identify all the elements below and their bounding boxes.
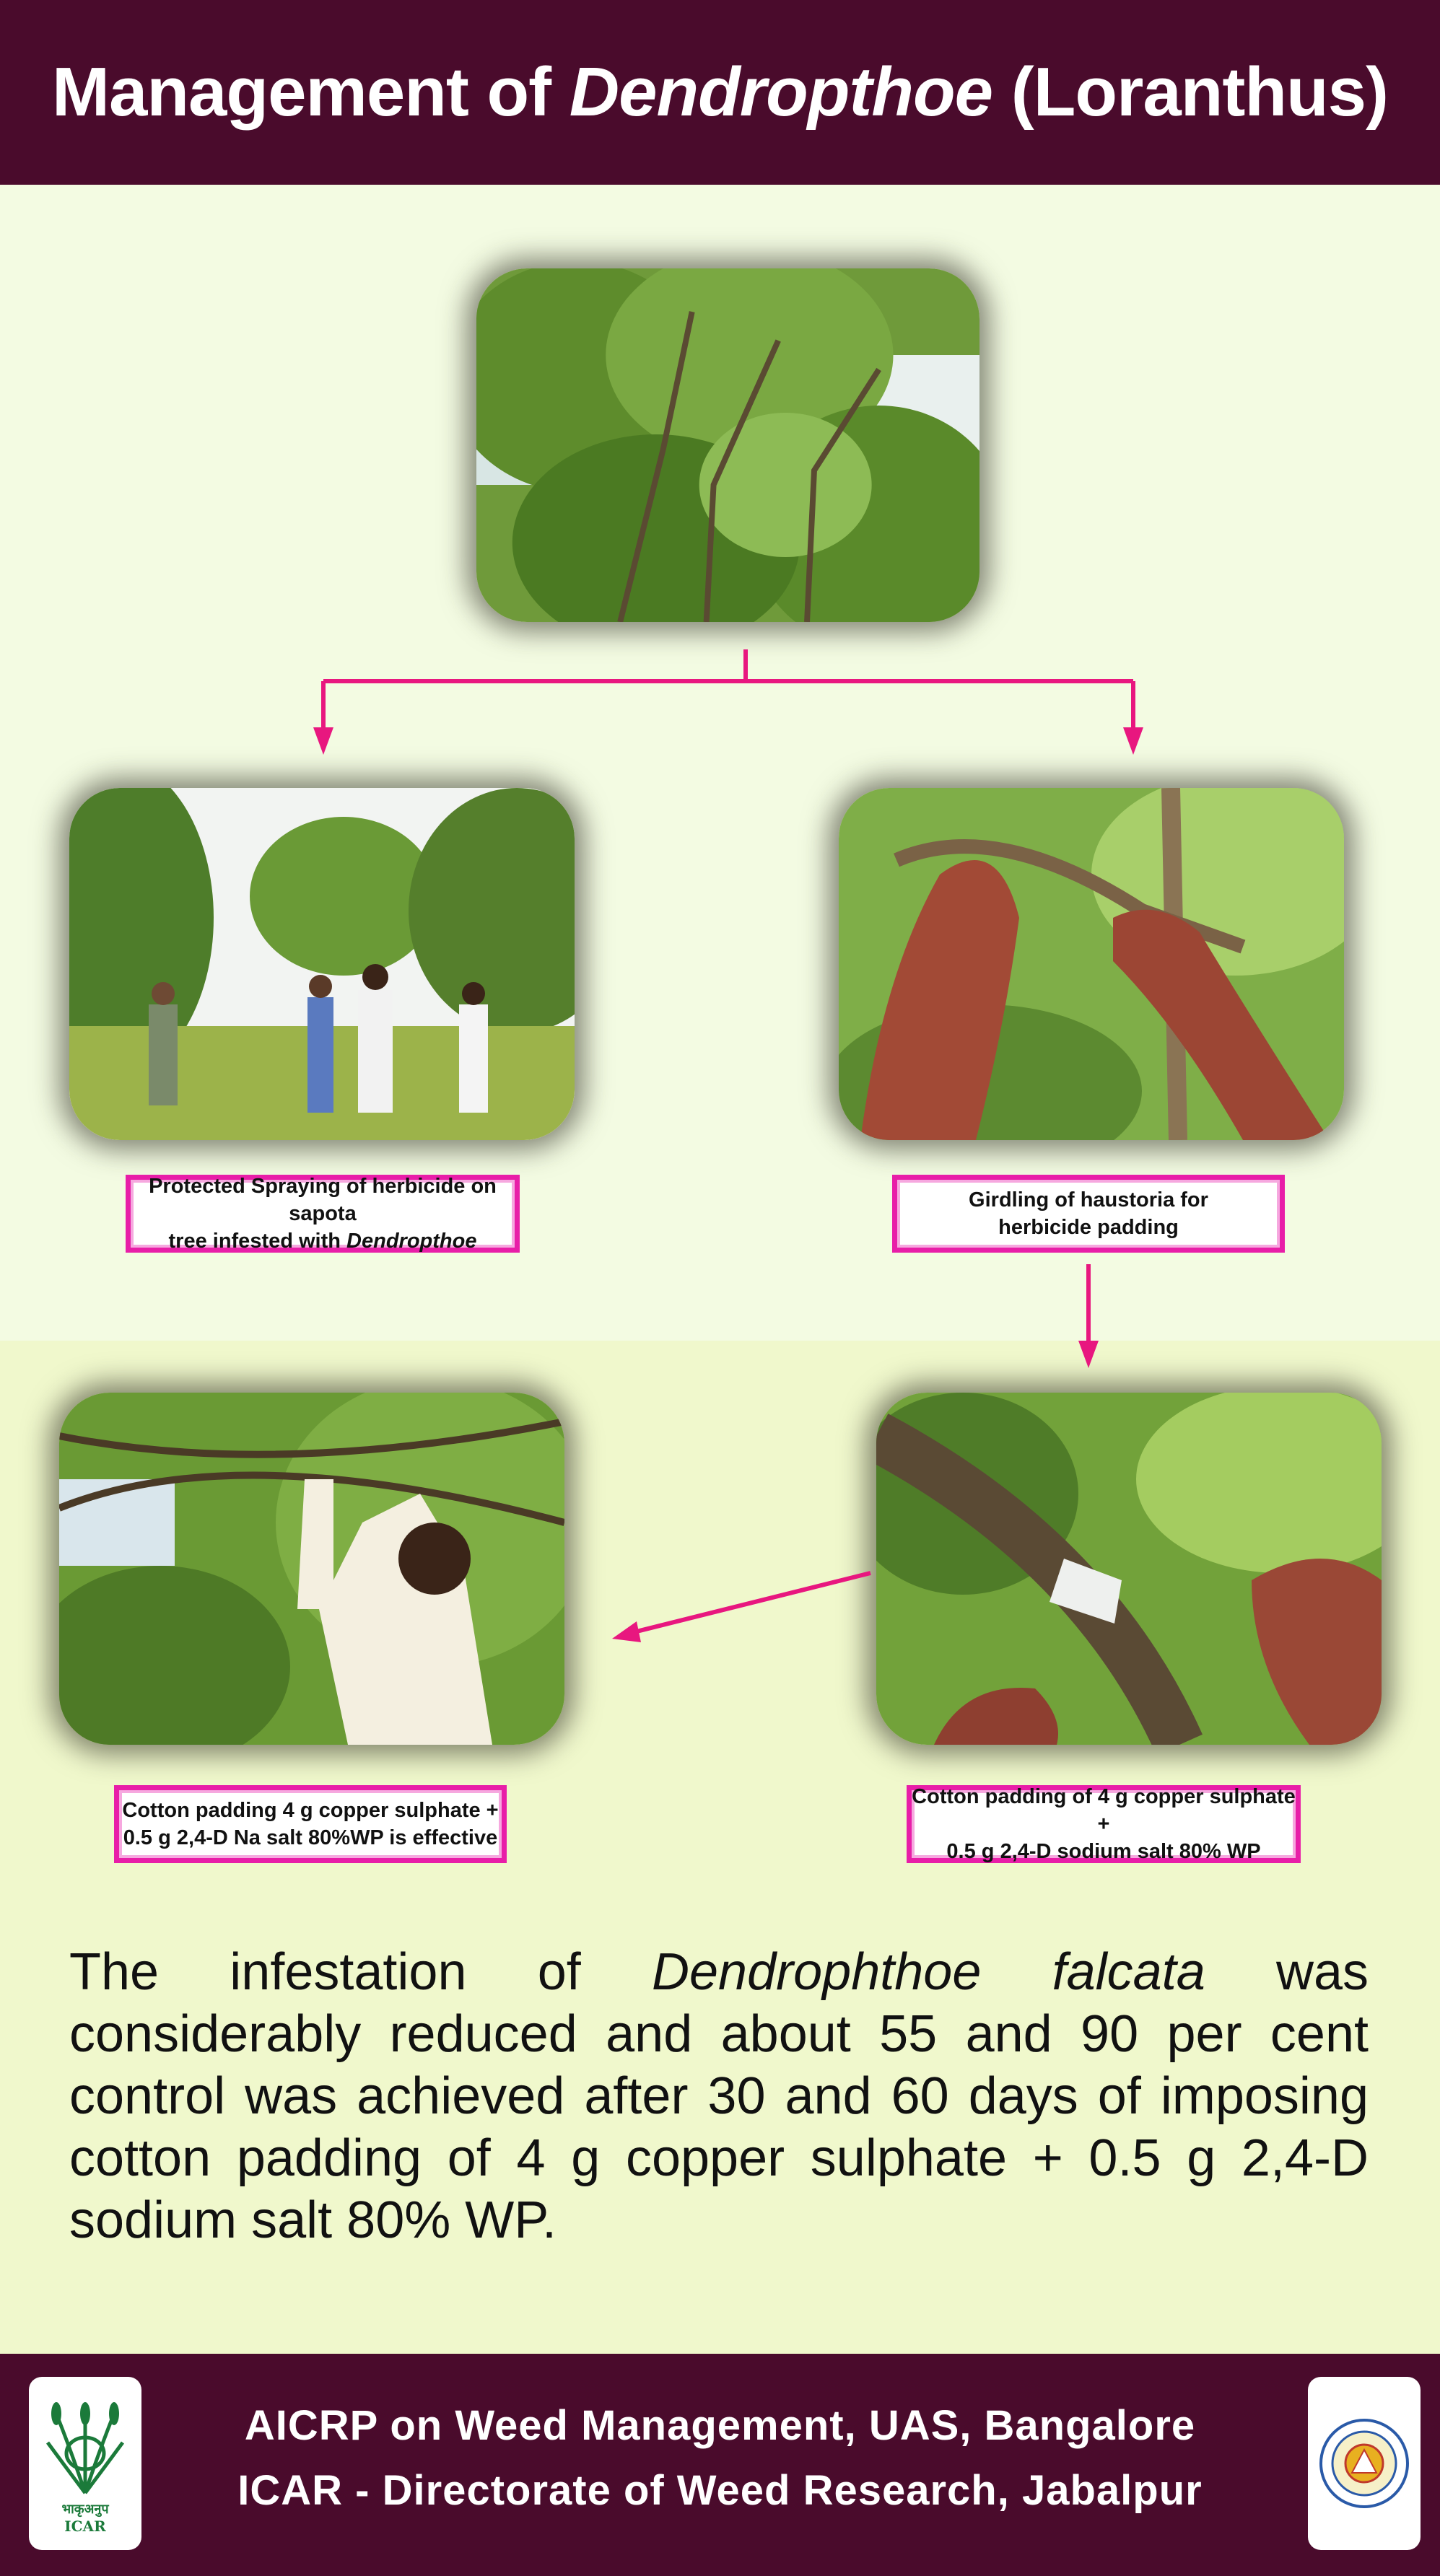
caption-padding-line1: Cotton padding of 4 g copper sulphate +	[912, 1785, 1296, 1836]
page-header	[0, 0, 1440, 185]
page-footer	[0, 2354, 1440, 2576]
footer-line-icar: ICAR - Directorate of Weed Research, Jabalpur	[237, 2467, 1203, 2514]
caption-padding-effective-line1: Cotton padding 4 g copper sulphate +	[122, 1799, 499, 1822]
caption-spraying	[126, 1175, 520, 1253]
caption-padding	[907, 1785, 1301, 1863]
caption-girdling-line1: Girdling of haustoria for	[969, 1188, 1208, 1212]
caption-spraying-line1: Protected Spraying of herbicide on sapota	[149, 1175, 497, 1225]
caption-padding-line2: 0.5 g 2,4-D sodium salt 80% WP	[946, 1840, 1261, 1863]
photo-infested-tree	[476, 268, 979, 622]
caption-spraying-line2: tree infested with Dendropthoe	[168, 1230, 477, 1253]
caption-girdling	[892, 1175, 1285, 1253]
summary-paragraph: The infestation of Dendrophthoe falcata was considerably reduced and about 55 and 90 per cent control was achieved after 30 and 60 days of imposing cotton padding of 4 g copper sulphate + 0.5 g 2,4-D sodium salt 80% WP.	[69, 1943, 1369, 2249]
photo-girdling	[839, 788, 1344, 1140]
caption-padding-effective-line2: 0.5 g 2,4-D Na salt 80%WP is effective	[123, 1826, 498, 1849]
photo-cotton-padding	[876, 1393, 1382, 1745]
icar-logo-label: ICAR	[64, 2518, 106, 2535]
icar-logo-hindi: भाकृअनुप	[61, 2502, 109, 2517]
page-title: Management of Dendropthoe (Loranthus)	[52, 53, 1388, 131]
caption-padding-effective	[114, 1785, 507, 1863]
footer-line-aicrp: AICRP on Weed Management, UAS, Bangalore	[244, 2402, 1196, 2449]
caption-girdling-line2: herbicide padding	[998, 1216, 1179, 1239]
photo-padding-effective	[59, 1393, 564, 1745]
photo-spraying	[69, 788, 575, 1140]
